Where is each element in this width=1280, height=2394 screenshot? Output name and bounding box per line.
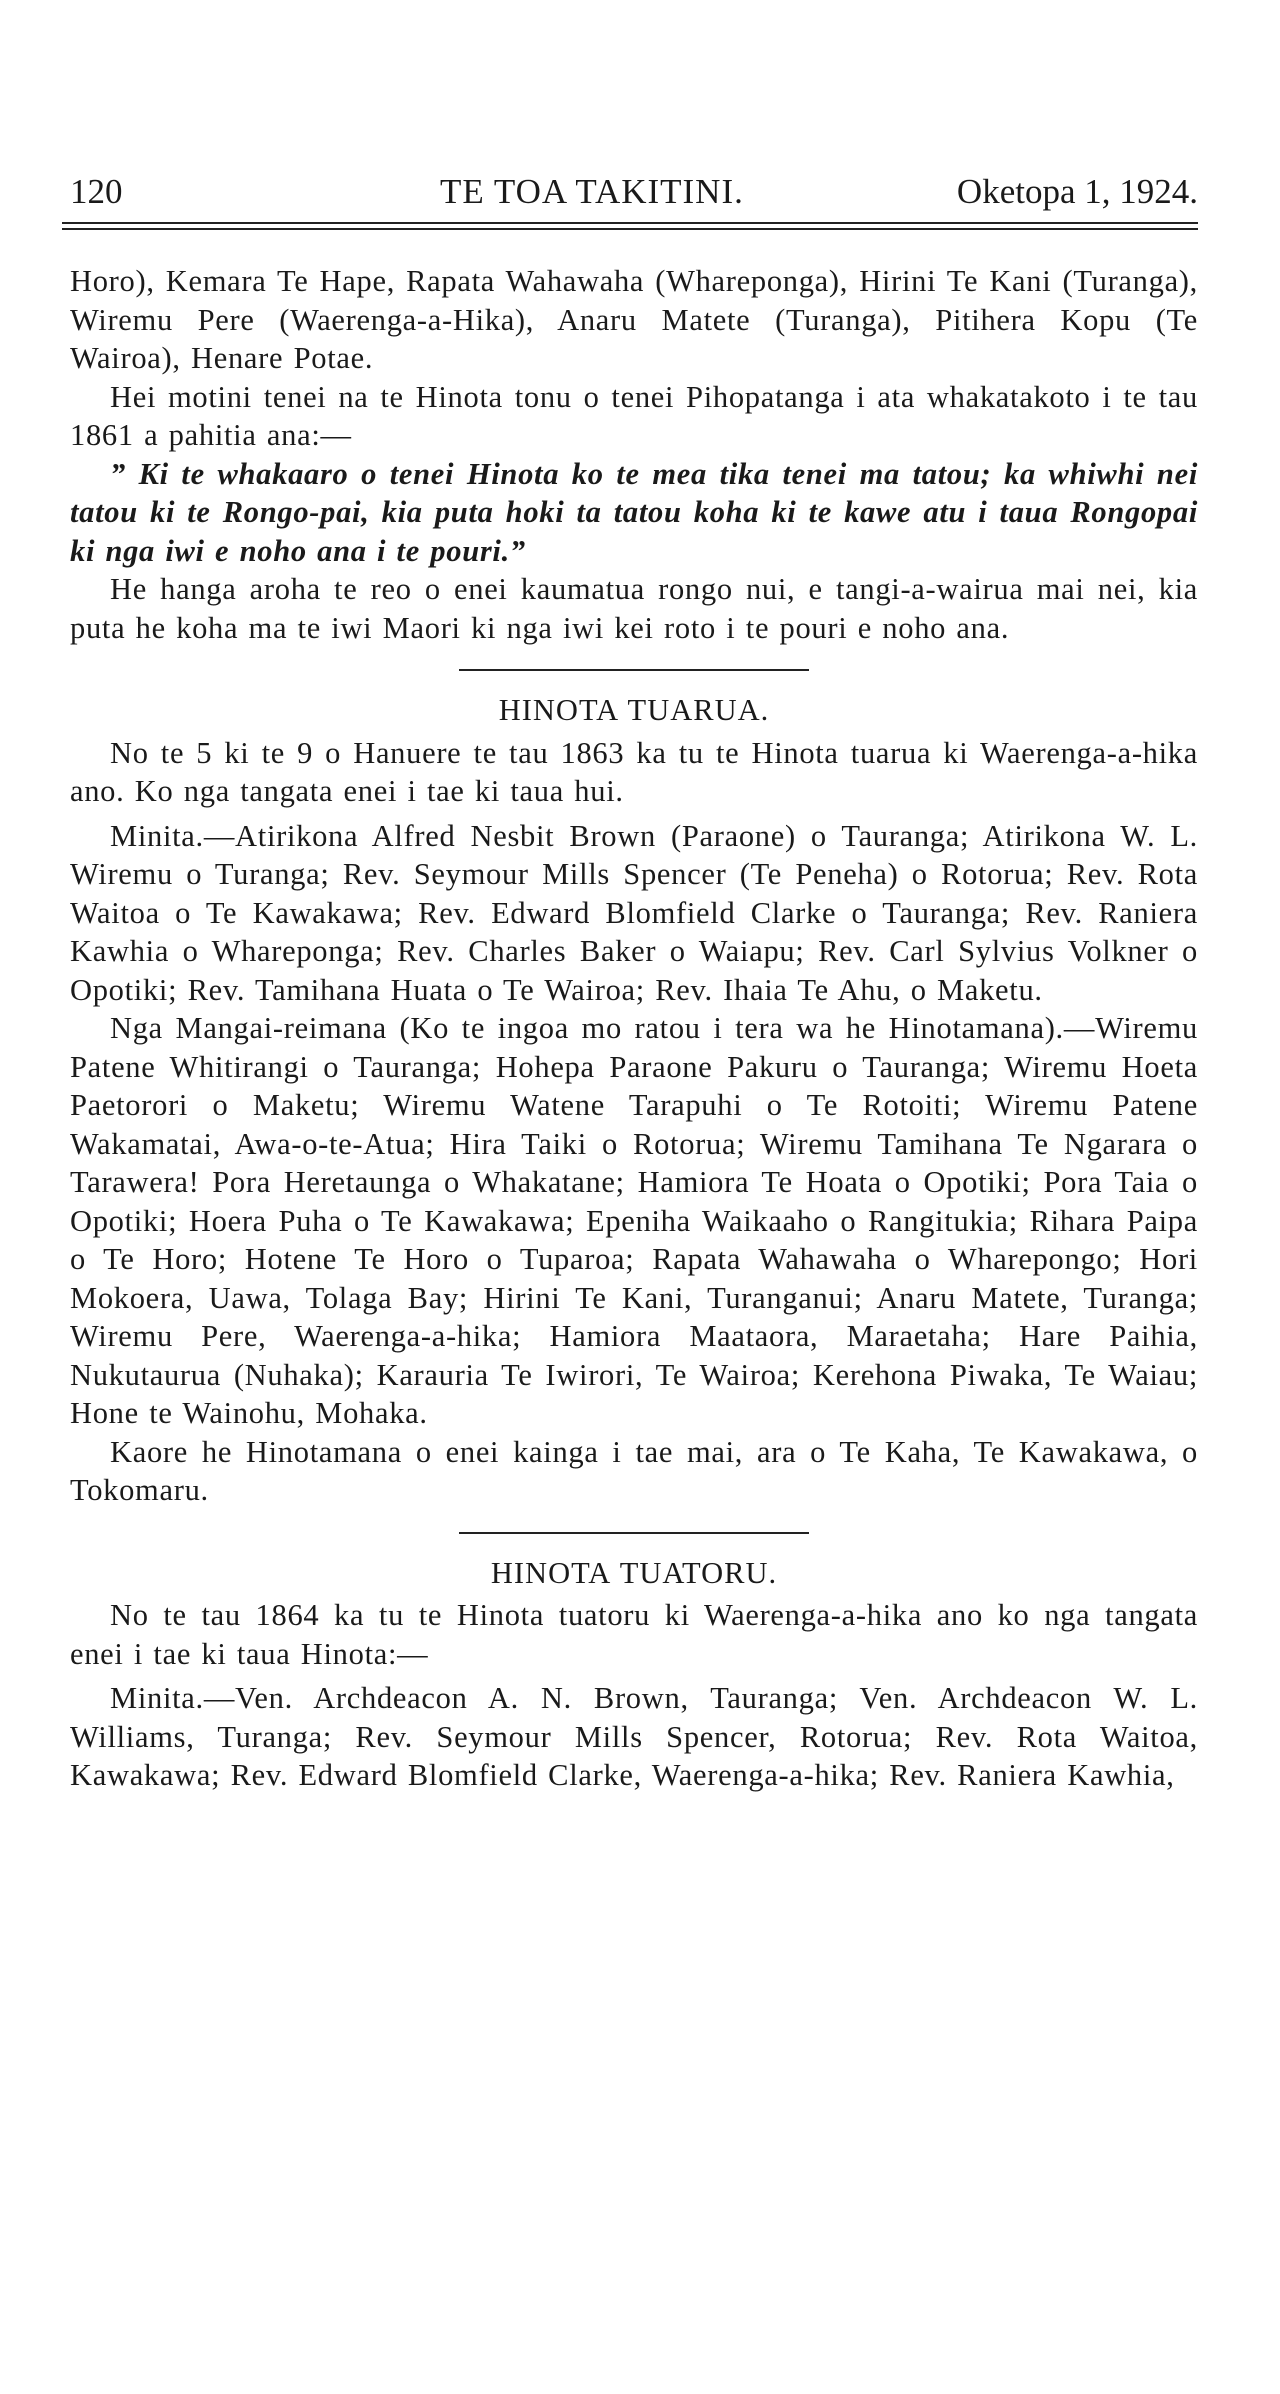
section-heading-hinota-tuatoru: HINOTA TUATORU. xyxy=(490,1555,778,1590)
paragraph-ministers-list: Minita.—Atirikona Alfred Nesbit Brown (Paraone) o Tauranga; Atirikona W. L. Wiremu o Turanga; Rev. Seymour Mills Spencer (Te Peneha) o Rotorua; Rev. Rota Waitoa o Te Kawakawa; Rev. Edward Blomfield Clarke o Tauranga; Rev. Raniera Kawhia o Whareponga; Rev. Charles Baker o Waiapu; Rev. Carl Sylvius Volkner o Opotiki; Rev. Tamihana Huata o Te Wairoa; Rev. Ihaia Te Ahu, o Maketu. xyxy=(70,818,1198,1007)
running-header xyxy=(70,168,1198,216)
paragraph-attendees-continued: Horo), Kemara Te Hape, Rapata Wahawaha (Whareponga), Hirini Te Kani (Turanga), Wiremu Pere (Waerenga-a-Hika), Anaru Matete (Turanga), Pitihera Kopu (Te Wairoa), Henare Potae. xyxy=(70,264,1198,375)
page-number: 120 xyxy=(70,172,123,211)
paragraph-absent-villages: Kaore he Hinotamana o enei kainga i tae mai, ara o Te Kaha, Te Kawakawa, o Tokomaru. xyxy=(70,1434,1198,1507)
paragraph-second-synod-intro: No te 5 ki te 9 o Hanuere te tau 1863 ka tu te Hinota tuarua ki Waerenga-a-hika ano. Ko nga tangata enei i tae ki taua hui. xyxy=(70,735,1198,808)
paragraph-commentary: He hanga aroha te reo o enei kaumatua rongo nui, e tangi-a-wairua mai nei, kia puta he koha ma te iwi Maori ki nga iwi kei roto i te pouri e noho ana. xyxy=(70,572,1198,645)
paragraph-third-synod-ministers: Minita.—Ven. Archdeacon A. N. Brown, Tauranga; Ven. Archdeacon W. L. Williams, Turanga; Rev. Seymour Mills Spencer, Rotorua; Rev. Rota Waitoa, Kawakawa; Rev. Edward Blomfield Clarke, Waerenga-a-hika; Rev. Raniera Kawhia, xyxy=(70,1681,1198,1792)
section-divider xyxy=(459,669,809,671)
header-double-rule xyxy=(62,222,1198,230)
paragraph-lay-representatives: Nga Mangai-reimana (Ko te ingoa mo ratou i tera wa he Hinotamana).—Wiremu Patene Whitirangi o Tauranga; Hohepa Paraone Pakuru o Tauranga; Wiremu Hoeta Paetorori o Maketu; Wiremu Watene Tarapuhi o Te Rotoiti; Wiremu Patene Wakamatai, Awa-o-te-Atua; Hira Taiki o Rotorua; Wiremu Tamihana Te Ngarara o Tarawera! Pora Heretaunga o Whakatane; Hamiora Te Hoata o Opotiki; Pora Taia o Opotiki; Hoera Puha o Te Kawakawa; Epeniha Waikaaho o Rangitukia; Rihara Paipa o Te Horo; Hotene Te Horo o Tuparoa; Rapata Wahawaha o Wharepongo; Hori Mokoera, Uawa, Tolaga Bay; Hirini Te Kani, Turanganui; Anaru Matete, Turanga; Wiremu Pere, Waerenga-a-hika; Hamiora Maataora, Maraetaha; Hare Paihia, Nukutaurua (Nuhaka); Karauria Te Iwirori, Te Wairoa; Kerehona Piwaka, Te Waiau; Hone te Wainohu, Mohaka. xyxy=(70,1011,1198,1430)
journal-title: TE TOA TAKITINI. xyxy=(440,172,744,211)
section-divider xyxy=(459,1532,809,1534)
article-body xyxy=(70,262,1198,1795)
section-heading-hinota-tuarua: HINOTA TUARUA. xyxy=(498,693,770,727)
issue-date: Oketopa 1, 1924. xyxy=(956,172,1198,211)
paragraph-third-synod-intro: No te tau 1864 ka tu te Hinota tuatoru ki Waerenga-a-hika ano ko nga tangata enei i tae ki taua Hinota:— xyxy=(70,1598,1198,1671)
paragraph-motion-intro: Hei motini tenei na te Hinota tonu o tenei Pihopatanga i ata whakatakoto i te tau 1861 a pahitia ana:— xyxy=(70,379,1198,452)
paragraph-motion-quote: ” Ki te whakaaro o tenei Hinota ko te mea tika tenei ma tatou; ka whiwhi nei tatou ki te Rongo-pai, kia puta hoki ta tatou koha ki te kawe atu i taua Rongopai ki nga iwi e noho ana i te pouri.” xyxy=(70,456,1198,568)
